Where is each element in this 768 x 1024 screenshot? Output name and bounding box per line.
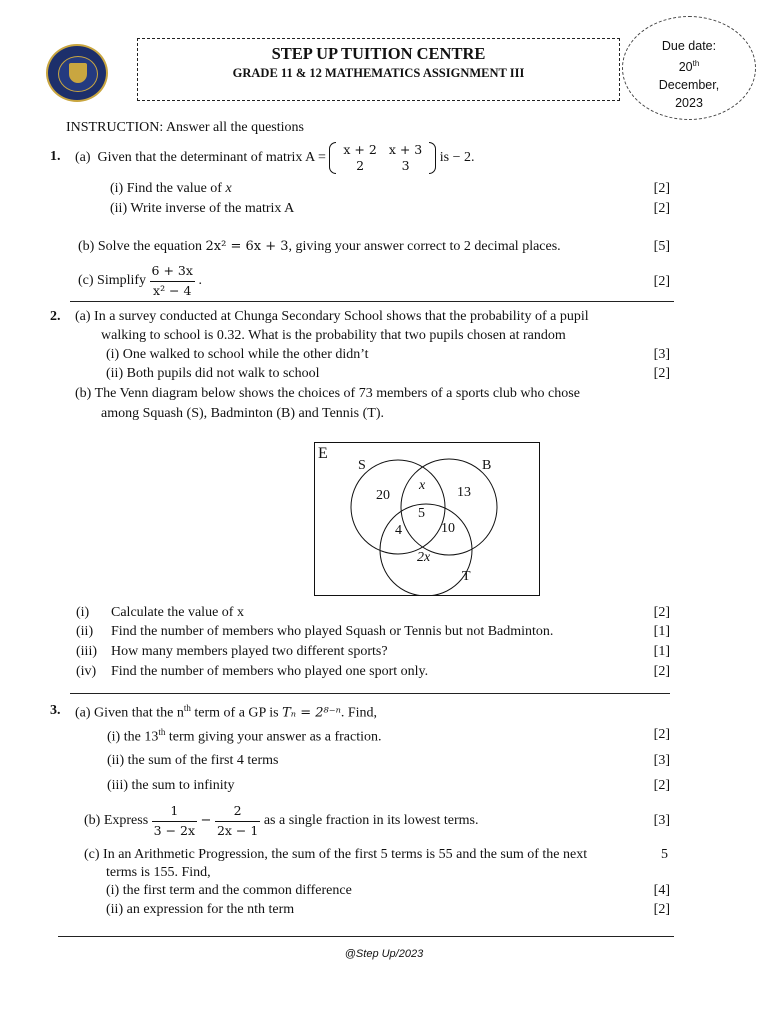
q1a-i: (i) Find the value of x (110, 181, 232, 196)
school-logo (46, 44, 108, 102)
divider (70, 301, 674, 302)
region-s-and-t: 4 (395, 523, 402, 538)
q3c-ii-mark: [2] (653, 902, 670, 917)
q2a-i: (i) One walked to school while the other didn’t (106, 347, 369, 362)
q1c-mark: [2] (653, 274, 670, 289)
q3b: (b) Express $\frac{1}{3 - 2x}$ − $\frac{2}{2x - 1}$ as a single fraction in its lowest terms. (84, 803, 479, 838)
q2b-line1: (b) The Venn diagram below shows the choices of 73 members of a sports club who chose (75, 386, 580, 401)
q2a-ii-mark: [2] (653, 366, 670, 381)
q3b-mark: [3] (653, 813, 670, 828)
circle-squash (351, 460, 445, 554)
divider (70, 693, 670, 694)
label-set-s: S (358, 458, 366, 473)
q2b-i-mark: [2] (653, 605, 670, 620)
q3c-line1: (c) In an Arithmetic Progression, the sum of the first 5 terms is 55 and the sum of the next (84, 847, 588, 862)
q2-number: 2. (50, 309, 61, 324)
q3a-i: (i) the 13th term giving your answer as a fraction. (107, 727, 382, 745)
q1b-mark: [5] (653, 239, 670, 254)
q3a: (a) Given that the $n^{th}$ term of a GP is Tₙ = 2⁸⁻ⁿ. Find, (75, 703, 378, 721)
footer-divider (58, 936, 674, 937)
region-only-b: 13 (457, 485, 471, 500)
assignment-subtitle: GRADE 11 & 12 MATHEMATICS ASSIGNMENT III (232, 66, 525, 80)
q2b-iii-text: How many members played two different sports? (111, 644, 388, 659)
q3c-line2: terms is 155. Find, (106, 865, 211, 880)
label-set-t: T (462, 569, 471, 584)
q2b-i-label: (i) (76, 605, 90, 620)
q2a-line1: (a) In a survey conducted at Chunga Secondary School shows that the probability of a pupil (75, 309, 589, 324)
universal-set-box (315, 443, 540, 596)
region-all-three: 5 (418, 506, 425, 521)
label-universal: E (318, 445, 328, 462)
q3c-ii: (ii) an expression for the nth term (106, 902, 295, 917)
q2b-iv-text: Find the number of members who played one sport only. (111, 664, 429, 679)
q2a-line2: walking to school is 0.32. What is the probability that two pupils chosen at random (101, 328, 566, 343)
q2b-ii-text: Find the number of members who played Squash or Tennis but not Badminton. (111, 624, 554, 639)
q3a-ii-mark: [3] (653, 753, 670, 768)
q1a-line: (a) Given that the determinant of matrix A = x + 2 x + 3 2 3 is − 2. (75, 142, 475, 173)
venn-diagram (314, 442, 540, 596)
q1c: (c) Simplify $\frac{6 + 3x}{\text{x² − 4}}$ . (78, 263, 202, 298)
q2b-ii-label: (ii) (76, 624, 94, 639)
q3c-i-mark: [4] (653, 883, 670, 898)
region-b-and-t: 10 (441, 521, 455, 536)
q2b-iv-label: (iv) (76, 664, 97, 679)
q2b-iii-label: (iii) (76, 644, 97, 659)
region-s-and-b: x (419, 478, 426, 493)
q1b: (b) Solve the equation 2x² = 6x + 3, giving your answer correct to 2 decimal places. (78, 239, 561, 254)
centre-name: STEP UP TUITION CENTRE (271, 44, 486, 63)
q3a-iii: (iii) the sum to infinity (107, 778, 235, 793)
circle-badminton (401, 459, 497, 555)
region-only-t: 2x (417, 550, 431, 565)
region-only-s: 20 (376, 488, 390, 503)
q3c-line1-mark: 5 (661, 847, 668, 862)
due-year: 2023 (675, 96, 703, 111)
q3c-i: (i) the first term and the common difference (106, 883, 352, 898)
q1a-ii-mark: [2] (653, 201, 670, 216)
due-day: 20th (678, 59, 700, 75)
q3a-ii: (ii) the sum of the first 4 terms (107, 753, 279, 768)
q1a-i-mark: [2] (653, 181, 670, 196)
q2b-iv-mark: [2] (653, 664, 670, 679)
q2b-line2: among Squash (S), Badminton (B) and Tennis (T). (101, 406, 385, 421)
q2a-i-mark: [3] (653, 347, 670, 362)
q2b-iii-mark: [1] (653, 644, 670, 659)
q3a-iii-mark: [2] (653, 778, 670, 793)
due-date-badge (622, 16, 756, 120)
label-set-b: B (482, 458, 492, 473)
header-box (137, 38, 620, 101)
due-label: Due date: (661, 39, 717, 53)
q1-number: 1. (50, 149, 61, 164)
q3a-i-mark: [2] (653, 727, 670, 742)
due-month: December, (658, 78, 720, 93)
q2a-ii: (ii) Both pupils did not walk to school (106, 366, 320, 381)
footer-text: @Step Up/2023 (344, 948, 424, 960)
instruction: INSTRUCTION: Answer all the questions (66, 120, 304, 135)
q2b-ii-mark: [1] (653, 624, 670, 639)
q1a-ii: (ii) Write inverse of the matrix A (110, 201, 295, 216)
q2b-i-text: Calculate the value of x (111, 605, 244, 620)
matrix-a: x + 2 x + 3 2 3 (329, 142, 436, 174)
q3-number: 3. (50, 703, 61, 718)
